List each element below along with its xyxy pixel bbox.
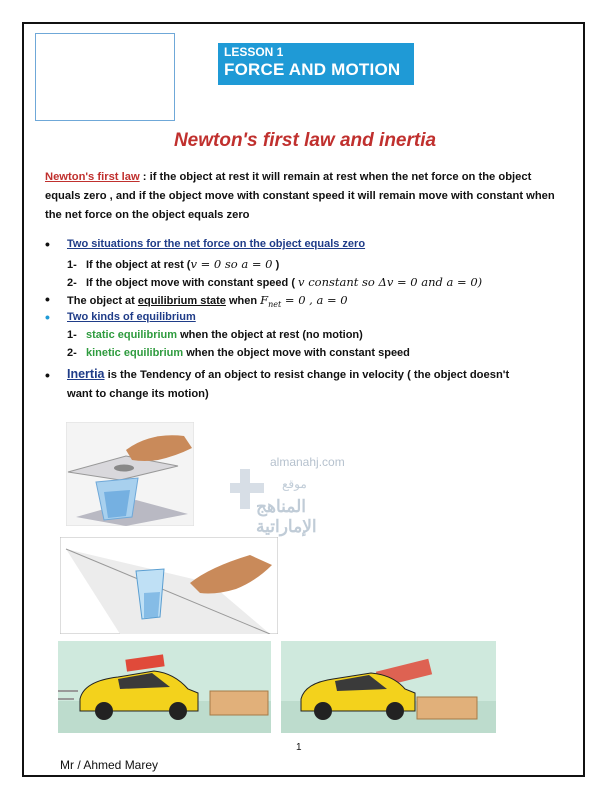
kinetic-equilibrium-term: kinetic equilibrium <box>85 347 184 359</box>
watermark-arabic-1: موقع <box>282 477 307 491</box>
lesson-banner <box>218 43 414 85</box>
list-item <box>45 238 365 250</box>
bullet-icon: • <box>45 309 50 325</box>
lesson-title: FORCE AND MOTION <box>224 60 401 79</box>
bullet-icon: • <box>45 367 50 383</box>
car-stopped-illustration <box>281 641 496 733</box>
watermark-site: almanahj.com <box>270 455 345 469</box>
kinds-heading: Two kinds of equilibrium <box>67 311 196 323</box>
math-expression: v constant so Δv = 0 and a = 0) <box>298 275 483 289</box>
static-equilibrium-term: static equilibrium <box>85 329 178 341</box>
author: Mr / Ahmed Marey <box>60 758 159 772</box>
list-item: 2- kinetic equilibrium when the object move with constant speed <box>67 347 410 359</box>
newtons-law-term: Newton's first law <box>45 171 140 183</box>
list-item: • The object at equilibrium state when $F_{net} = 0$ , a = 0 <box>45 291 348 310</box>
flick-card-illustration <box>60 537 278 634</box>
card-glass-illustration <box>66 422 194 526</box>
page-number: 1 <box>296 742 302 753</box>
bullet-icon: • <box>45 236 50 252</box>
newtons-law-text: : if the object at rest it will remain at rest when the net force on the object equals zero , and if the object move with constant speed it will remain move with constant when the net force on the object equals zero <box>45 171 555 221</box>
list-item: 1- static equilibrium when the object at rest (no motion) <box>67 329 363 341</box>
watermark <box>230 455 370 536</box>
list-item <box>45 311 196 323</box>
page-title: Newton's first law and inertia <box>173 130 437 151</box>
inertia-definition: Inertia is the Tendency of an object to resist change in velocity ( the object doesn't want to change its motion) <box>67 367 510 400</box>
list-item: 1- If the object at rest (v = 0 so a = 0 ) <box>67 257 280 271</box>
lesson-number: LESSON 1 <box>224 45 284 59</box>
list-item <box>45 365 525 404</box>
bullet-icon: • <box>45 291 50 307</box>
math-expression: v = 0 so a = 0 <box>190 257 273 271</box>
corner-frame <box>35 33 175 121</box>
newtons-law-paragraph <box>45 168 560 225</box>
watermark-arabic-2: المناهج الإماراتية <box>256 497 317 536</box>
situations-heading: Two situations for the net force on the object equals zero <box>67 238 366 250</box>
list-item: 2- If the object move with constant speed ( v constant so Δv = 0 and a = 0) <box>67 275 483 289</box>
car-moving-illustration <box>58 641 271 733</box>
equilibrium-state-term: equilibrium state <box>137 295 226 307</box>
inertia-term: Inertia <box>67 367 105 381</box>
